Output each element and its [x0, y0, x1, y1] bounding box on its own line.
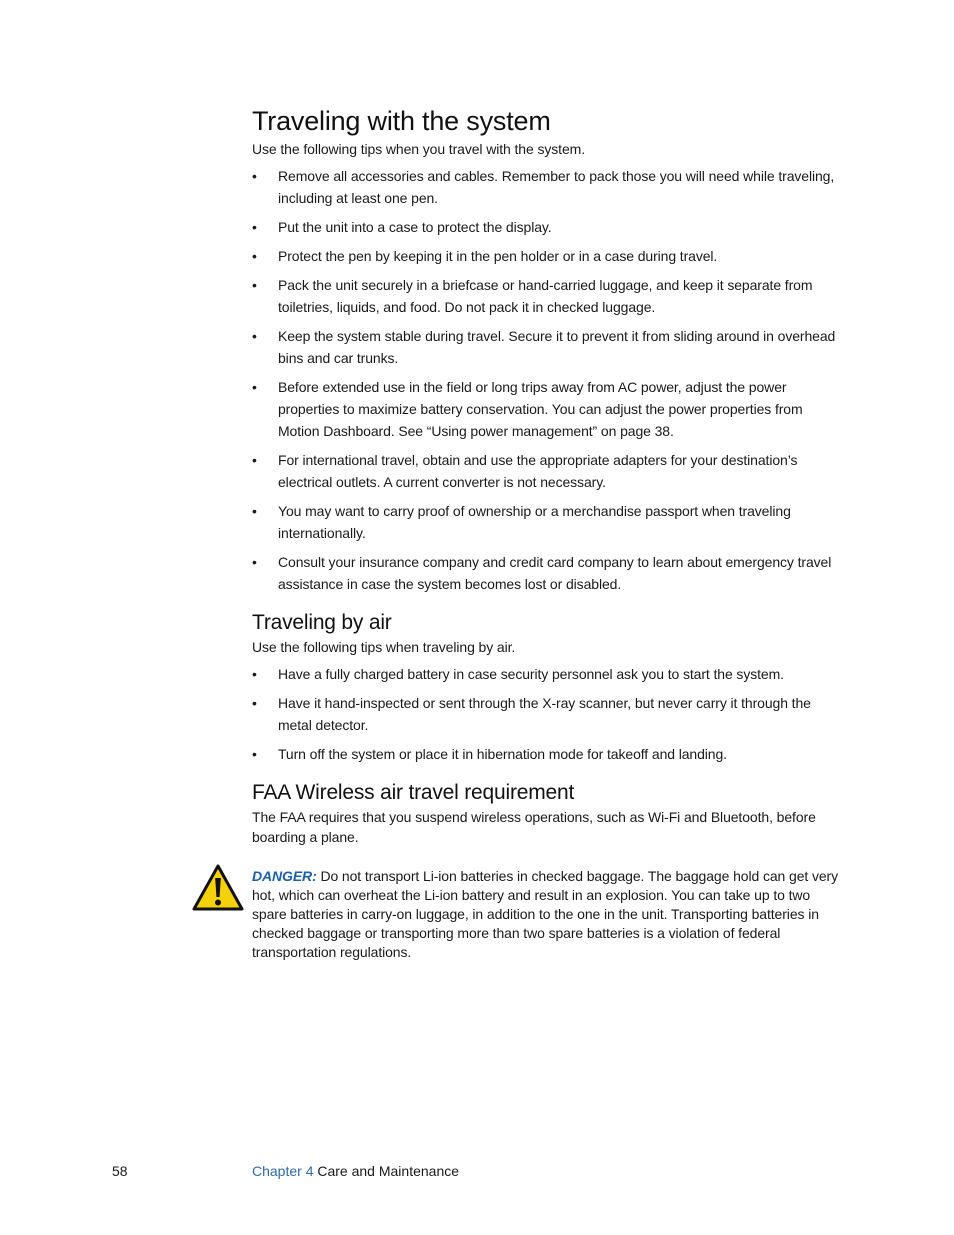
- list-item-text: Pack the unit securely in a briefcase or hand-carried luggage, and keep it separate from toiletries, liquids, and food. Do not pack it in checked luggage.: [278, 277, 813, 315]
- bullet-icon: •: [252, 503, 257, 519]
- section-traveling-by-air: [252, 609, 844, 765]
- list-item-text: Before extended use in the field or long trips away from AC power, adjust the power properties to maximize battery conservation. You can adjust the power properties from Motion Dashboard. See “Using power management” on page 38.: [278, 379, 803, 439]
- list-item-text: Keep the system stable during travel. Secure it to prevent it from sliding around in overhead bins and car trunks.: [278, 328, 836, 366]
- list-item-text: Have it hand-inspected or sent through the X-ray scanner, but never carry it through the metal detector.: [278, 695, 811, 733]
- list-item-text: You may want to carry proof of ownership or a merchandise passport when traveling internationally.: [278, 503, 791, 541]
- danger-text-block: [252, 867, 844, 962]
- list-item: [252, 743, 844, 765]
- bullet-icon: •: [252, 277, 257, 293]
- list-item: [252, 692, 844, 736]
- bullet-icon: •: [252, 168, 257, 184]
- tips-list: [252, 165, 844, 595]
- section-intro: The FAA requires that you suspend wireless operations, such as Wi-Fi and Bluetooth, before boarding a plane.: [252, 809, 816, 845]
- danger-notice: [252, 867, 844, 962]
- chapter-number: Chapter 4: [252, 1163, 314, 1179]
- bullet-icon: •: [252, 666, 257, 682]
- bullet-icon: •: [252, 695, 257, 711]
- footer-chapter: [252, 1161, 459, 1181]
- section-title: FAA Wireless air travel requirement: [252, 781, 575, 804]
- list-item: [252, 274, 844, 318]
- bullet-icon: •: [252, 452, 257, 468]
- danger-label: DANGER:: [252, 868, 317, 884]
- bullet-icon: •: [252, 328, 257, 344]
- page-number: 58: [112, 1163, 128, 1179]
- section-faa-wireless: [252, 779, 844, 847]
- bullet-icon: •: [252, 379, 257, 395]
- section-title: Traveling with the system: [252, 106, 551, 136]
- list-item: [252, 500, 844, 544]
- list-item: [252, 245, 844, 267]
- list-item: [252, 325, 844, 369]
- section-intro: Use the following tips when you travel with the system.: [252, 141, 585, 157]
- bullet-icon: •: [252, 219, 257, 235]
- list-item-text: For international travel, obtain and use the appropriate adapters for your destination’s electrical outlets. A current converter is not necessary.: [278, 452, 798, 490]
- chapter-title: Care and Maintenance: [317, 1163, 460, 1179]
- list-item-text: Put the unit into a case to protect the display.: [278, 219, 552, 235]
- list-item: [252, 663, 844, 685]
- list-item-text: Have a fully charged battery in case security personnel ask you to start the system.: [278, 666, 784, 682]
- list-item: [252, 551, 844, 595]
- list-item: [252, 165, 844, 209]
- tips-list: [252, 663, 844, 765]
- list-item: [252, 376, 844, 442]
- list-item-text: Consult your insurance company and credit card company to learn about emergency travel assistance in case the system becomes lost or disabled.: [278, 554, 832, 592]
- list-item-text: Protect the pen by keeping it in the pen holder or in a case during travel.: [278, 248, 718, 264]
- page-content: [252, 104, 844, 962]
- bullet-icon: •: [252, 248, 257, 264]
- list-item-text: Remove all accessories and cables. Remember to pack those you will need while traveling, including at least one pen.: [278, 168, 835, 206]
- warning-triangle-icon: [192, 864, 244, 912]
- list-item-text: Turn off the system or place it in hibernation mode for takeoff and landing.: [278, 746, 727, 762]
- section-traveling-with-system: [252, 104, 844, 595]
- list-item: [252, 449, 844, 493]
- danger-text: Do not transport Li-ion batteries in checked baggage. The baggage hold can get very hot, which can overheat the Li-ion battery and result in an explosion. You can take up to two spare batteries in carry-on luggage, in addition to the one in the unit. Transporting batteries in checked baggage or transporting more than two spare batteries is a violation of federal transportation regulations.: [252, 868, 839, 960]
- section-title: Traveling by air: [252, 611, 392, 634]
- bullet-icon: •: [252, 554, 257, 570]
- list-item: [252, 216, 844, 238]
- section-intro: Use the following tips when traveling by air.: [252, 639, 516, 655]
- bullet-icon: •: [252, 746, 257, 762]
